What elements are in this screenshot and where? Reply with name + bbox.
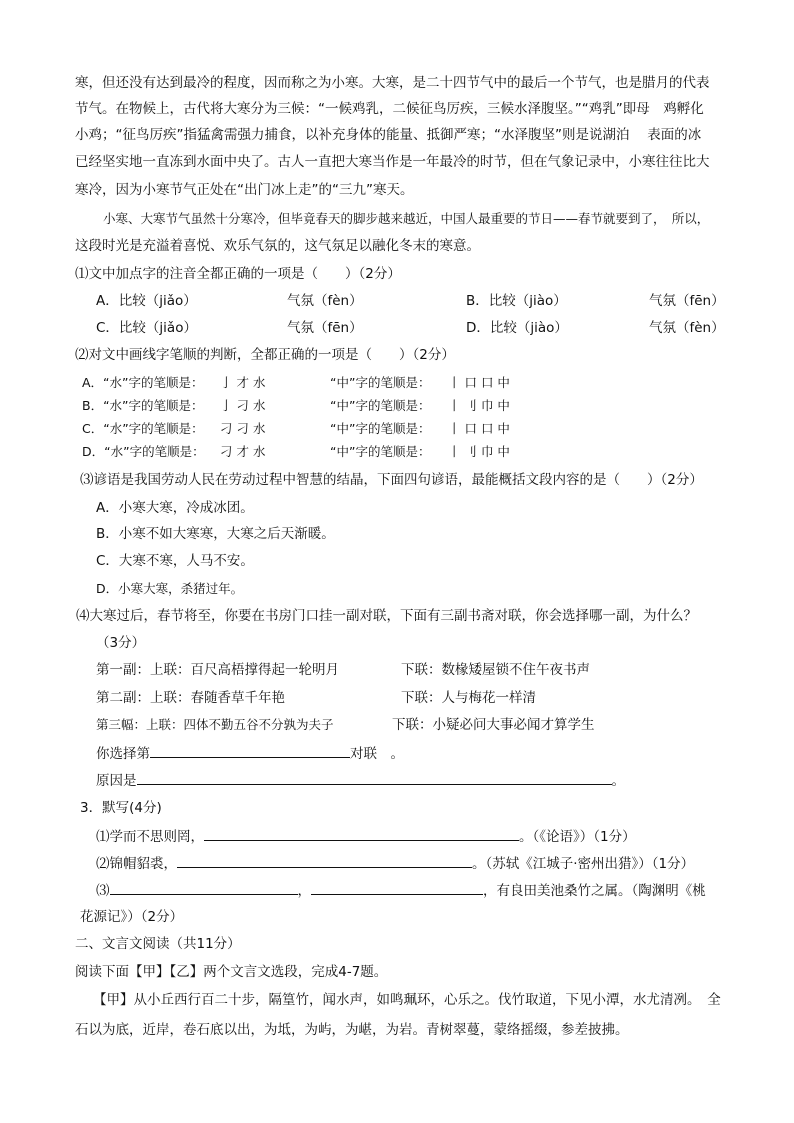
passage-line-3: 小鸡；“征鸟厉疾”指猛禽需强力捕食，以补充身体的能量、抵御严寒；“水泽腹坚”则是说湖泊 表面的冰 — [75, 127, 702, 143]
q2-b-shui-strokes: 亅 刁 水 — [220, 398, 266, 413]
q1-option-c-1[interactable]: C．比较（jiǎo） — [96, 320, 197, 336]
q2-option-b[interactable]: B．“水”字的笔顺是： — [82, 398, 204, 413]
q4-stem: ⑷大寒过后，春节将至，你要在书房门口挂一副对联，下面有三副书斋对联，你会选择哪一副，为什么？ — [76, 608, 697, 624]
q1-option-b-1[interactable]: B．比较（jiào） — [466, 293, 567, 309]
couplet-2-lower: 下联：人与梅花一样清 — [401, 690, 536, 706]
jia-passage-line-1: 【甲】从小丘西行百二十步，隔篁竹，闻水声，如鸣珮环，心乐之。伐竹取道，下见小潭，水尤清冽。 全 — [93, 992, 721, 1008]
q1-option-d-2[interactable]: 气氛（fèn） — [649, 320, 725, 336]
dictation-3-suffix: ，有良田美池桑竹之属。（陶渊明《桃 — [483, 883, 706, 899]
dictation-1-prefix: ⑴学而不思则罔， — [96, 829, 204, 845]
section-2-title: 二、文言文阅读（共11分） — [75, 936, 241, 952]
dictation-2-blank[interactable] — [177, 853, 472, 868]
q2-option-d[interactable]: D．“水”字的笔顺是： — [82, 444, 205, 459]
dictation-2-suffix: 。（苏轼《江城子·密州出猎》）（1分） — [472, 856, 695, 872]
q2-d-zhong-label: “中”字的笔顺是： — [330, 444, 431, 459]
dictation-1-blank[interactable] — [204, 826, 519, 841]
q2-stem: ⑵对文中画线字笔顺的判断，全都正确的一项是（ ）（2分） — [75, 347, 455, 363]
reason-prefix: 原因是 — [96, 773, 137, 789]
dictation-item-1 — [96, 826, 636, 847]
passage-line-5: 寒冷，因为小寒节气正处在“出门冰上走”的“三九”寒天。 — [75, 182, 414, 198]
q2-a-zhong-label: “中”字的笔顺是： — [330, 375, 431, 390]
dictation-item-3 — [96, 880, 706, 901]
q4-score: （3分） — [96, 635, 146, 651]
dictation-3-comma: ， — [297, 883, 311, 899]
couplet-1-upper: 第一副：上联：百尺高梧撑得起一轮明月 — [96, 662, 339, 678]
q2-b-zhong-label: “中”字的笔顺是： — [330, 398, 431, 413]
dictation-3-prefix: ⑶ — [96, 883, 110, 899]
reason-line — [96, 770, 625, 791]
section-2-intro: 阅读下面【甲】【乙】两个文言文选段，完成4-7题。 — [75, 964, 388, 980]
choice-blank[interactable] — [150, 743, 350, 758]
q2-a-zhong-strokes: 丨 口 口 中 — [448, 375, 510, 390]
reason-blank[interactable] — [137, 770, 612, 785]
q1-stem: ⑴文中加点字的注音全都正确的一项是（ ）（2分） — [75, 266, 401, 282]
couplet-3-upper: 第三幅：上联：四体不勤五谷不分孰为夫子 — [96, 717, 334, 732]
choice-prefix: 你选择第 — [96, 746, 150, 762]
q3-stem: ⑶谚语是我国劳动人民在劳动过程中智慧的结晶，下面四句谚语，最能概括文段内容的是（ ）（2分） — [80, 472, 703, 488]
couplet-3-lower: 下联：小疑必问大事必闻才算学生 — [392, 717, 595, 733]
passage-line-2: 节气。在物候上，古代将大寒分为三候：“一候鸡乳，二候征鸟厉疾，三候水泽腹坚。”“鸡乳”即母 鸡孵化 — [75, 101, 704, 117]
dictation-3-blank-b[interactable] — [311, 880, 483, 895]
q2-option-c[interactable]: C．“水”字的笔顺是： — [82, 421, 204, 436]
dictation-title: 3．默写(4分) — [80, 800, 162, 816]
dictation-2-prefix: ⑵锦帽貂裘， — [96, 856, 177, 872]
q3-option-b[interactable]: B．小寒不如大寒寒，大寒之后天渐暖。 — [96, 526, 335, 542]
q1-option-b-2[interactable]: 气氛（fēn） — [649, 293, 725, 309]
dictation-item-2 — [96, 853, 694, 874]
q2-d-zhong-strokes: 丨 刂 巾 中 — [448, 444, 510, 459]
passage-line-1: 寒，但还没有达到最冷的程度，因而称之为小寒。大寒，是二十四节气中的最后一个节气，也是腊月的代表 — [75, 75, 710, 91]
q1-option-c-2[interactable]: 气氛（fēn） — [287, 320, 363, 336]
q1-option-a-1[interactable]: A．比较（jiǎo） — [96, 293, 197, 309]
passage-line-4: 已经坚实地一直冻到水面中央了。古人一直把大寒当作是一年最冷的时节，但在气象记录中，小寒往往比大 — [75, 154, 710, 170]
choice-suffix: 对联 。 — [350, 746, 404, 762]
q2-a-shui-strokes: 亅 才 水 — [220, 375, 266, 390]
q2-c-shui-strokes: 刁 刁 水 — [220, 421, 266, 436]
q2-c-zhong-label: “中”字的笔顺是： — [330, 421, 431, 436]
passage-line-6: 小寒、大寒节气虽然十分寒冷，但毕竟春天的脚步越来越近，中国人最重要的节日——春节就要到了， 所以， — [103, 211, 710, 226]
q3-option-d[interactable]: D．小寒大寒，杀猪过年。 — [96, 581, 244, 596]
q1-option-d-1[interactable]: D．比较（jiào） — [466, 320, 568, 336]
q1-option-a-2[interactable]: 气氛（fèn） — [287, 293, 363, 309]
q3-option-c[interactable]: C．大寒不寒，人马不安。 — [96, 553, 254, 569]
q2-b-zhong-strokes: 丨 刂 巾 中 — [448, 398, 510, 413]
passage-line-7: 这段时光是充溢着喜悦、欢乐气氛的，这气氛足以融化冬末的寒意。 — [75, 238, 480, 254]
couplet-1-lower: 下联：数椽矮屋锁不住午夜书声 — [401, 662, 590, 678]
dictation-1-suffix: 。（《论语》）（1分） — [519, 829, 636, 845]
couplet-2-upper: 第二副：上联：春随香草千年艳 — [96, 690, 285, 706]
jia-passage-line-2: 石以为底，近岸，卷石底以出，为坻，为屿，为嵁，为岩。青树翠蔓，蒙络摇缀，参差披拂。 — [75, 1022, 629, 1038]
q2-c-zhong-strokes: 丨 口 口 中 — [448, 421, 510, 436]
q2-d-shui-strokes: 刁 才 水 — [220, 444, 266, 459]
choice-line — [96, 743, 404, 764]
q2-option-a[interactable]: A．“水”字的笔顺是： — [82, 375, 204, 390]
q3-option-a[interactable]: A．小寒大寒，冷成冰团。 — [96, 500, 254, 516]
reason-suffix: 。 — [611, 773, 625, 789]
dictation-3-blank-a[interactable] — [110, 880, 298, 895]
dictation-item-3-cont: 花源记》）（2分） — [80, 909, 184, 925]
